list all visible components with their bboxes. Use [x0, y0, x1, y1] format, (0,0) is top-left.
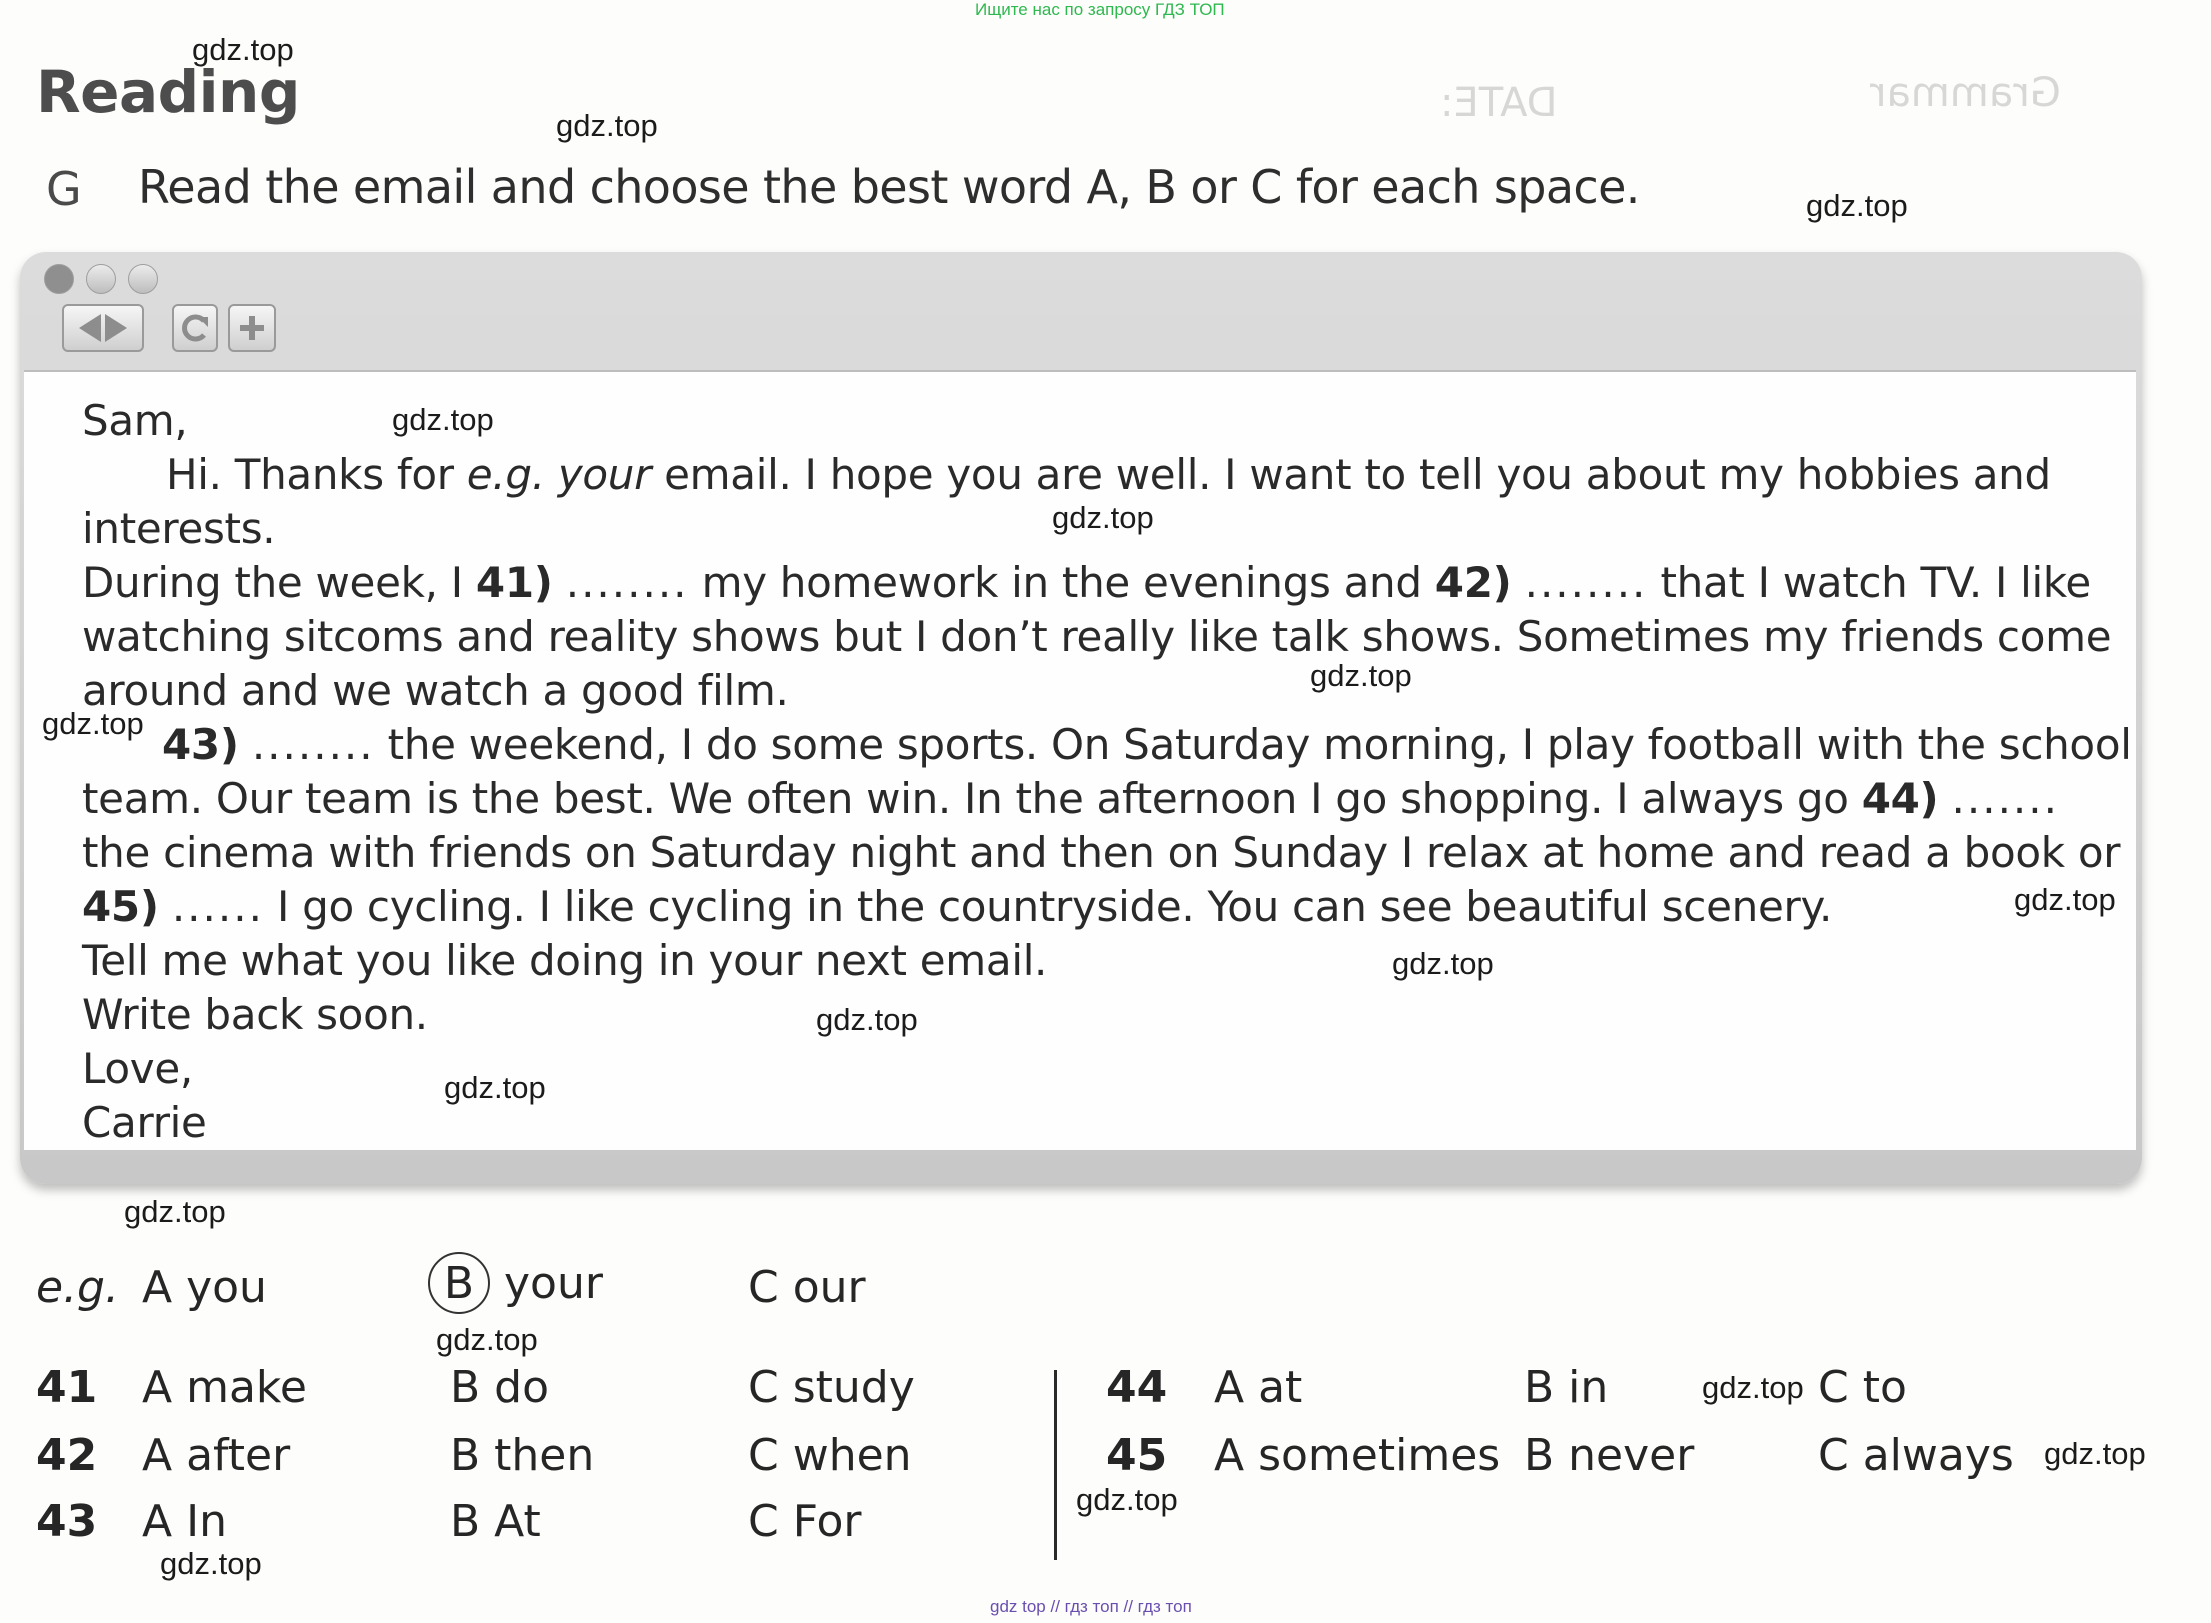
q45-option-c[interactable]: C always — [1818, 1430, 2014, 1481]
email-line-11: Write back soon. — [82, 990, 428, 1039]
q41-option-b[interactable]: B do — [450, 1362, 550, 1413]
top-banner[interactable]: Ищите нас по запросу ГДЗ ТОП — [975, 0, 1225, 19]
new-tab-button[interactable] — [228, 304, 276, 352]
email-line-10: Tell me what you like doing in your next email. — [82, 936, 1048, 985]
gap-45-number: 45) — [82, 882, 159, 931]
watermark: gdz.top — [1310, 658, 1412, 693]
q43-option-c[interactable]: C For — [748, 1496, 862, 1547]
eg-marker: e.g. — [466, 450, 545, 499]
back-forward-buttons[interactable] — [62, 304, 144, 352]
email-line-5: around and we watch a good film. — [82, 666, 789, 715]
watermark: gdz.top — [1806, 188, 1908, 223]
eg-answer: your — [557, 450, 652, 499]
q42-number: 42 — [36, 1430, 98, 1481]
footer-links[interactable]: gdz top // гдз топ // гдз топ — [990, 1597, 1192, 1616]
window-minimize-dot-icon[interactable] — [86, 264, 116, 294]
gap-43-number: 43) — [162, 720, 239, 769]
circled-b: B — [428, 1252, 490, 1314]
gap-44[interactable]: ....... — [1951, 774, 2059, 823]
watermark: gdz.top — [444, 1070, 546, 1105]
watermark: gdz.top — [2014, 882, 2116, 917]
watermark: gdz.top — [124, 1194, 226, 1229]
q44-option-b[interactable]: B in — [1524, 1362, 1609, 1413]
email-signature: Carrie — [82, 1098, 207, 1147]
gap-42-number: 42) — [1434, 558, 1512, 607]
email-line-9 — [82, 882, 1832, 931]
gap-42[interactable]: ........ — [1524, 558, 1648, 607]
text: that I watch TV. I like — [1647, 558, 2091, 607]
column-divider — [1054, 1370, 1057, 1560]
text: I go cycling. I like cycling in the countryside. You can see beautiful scenery. — [263, 882, 1833, 931]
browser-window — [20, 252, 2142, 1184]
text: my homework in the evenings and — [688, 558, 1435, 607]
forward-arrow-icon[interactable] — [105, 314, 127, 342]
gap-41-number: 41) — [475, 558, 553, 607]
email-line-3 — [82, 558, 2091, 607]
q44-option-c[interactable]: C to — [1818, 1362, 1907, 1413]
text: team. Our team is the best. We often win. In the afternoon I go shopping. I always go — [82, 774, 1862, 823]
window-zoom-dot-icon[interactable] — [128, 264, 158, 294]
task-instruction: Read the email and choose the best word A, B or C for each space. — [138, 160, 1640, 214]
gap-45[interactable]: ...... — [171, 882, 264, 931]
q43-option-b[interactable]: B At — [450, 1496, 541, 1547]
watermark: gdz.top — [1052, 500, 1154, 535]
email-line-2: interests. — [82, 504, 276, 553]
q45-option-b[interactable]: B never — [1524, 1430, 1695, 1481]
reload-icon — [180, 313, 210, 343]
watermark: gdz.top — [192, 32, 294, 67]
section-title: Reading — [36, 58, 300, 126]
email-line-7 — [82, 774, 2059, 823]
q43-number: 43 — [36, 1496, 98, 1547]
task-letter: G — [46, 162, 82, 216]
plus-icon — [237, 313, 267, 343]
eg-option-a[interactable]: A you — [142, 1262, 267, 1313]
email-line-12: Love, — [82, 1044, 193, 1093]
bleed-through: DATE: — [1440, 80, 1558, 126]
q42-option-c[interactable]: C when — [748, 1430, 912, 1481]
q45-option-a[interactable]: A sometimes — [1214, 1430, 1501, 1481]
eg-option-b[interactable] — [428, 1252, 603, 1314]
text: Hi. Thanks for — [166, 450, 467, 499]
text: During the week, I — [82, 558, 476, 607]
window-close-dot-icon[interactable] — [44, 264, 74, 294]
reload-button[interactable] — [172, 304, 218, 352]
eg-label: e.g. — [36, 1262, 119, 1313]
watermark: gdz.top — [42, 706, 144, 741]
gap-41[interactable]: ........ — [565, 558, 689, 607]
text: email. I hope you are well. I want to tell you about my hobbies and — [651, 450, 2051, 499]
q42-option-a[interactable]: A after — [142, 1430, 291, 1481]
watermark: gdz.top — [392, 402, 494, 437]
back-arrow-icon[interactable] — [79, 314, 101, 342]
email-greeting: Sam, — [82, 396, 188, 445]
gap-44-number: 44) — [1861, 774, 1939, 823]
eg-option-b-text: your — [504, 1258, 603, 1309]
email-line-8: the cinema with friends on Saturday night and then on Sunday I relax at home and read a book or — [82, 828, 2121, 877]
email-line-4: watching sitcoms and reality shows but I don’t really like talk shows. Sometimes my friends come — [82, 612, 2112, 661]
email-content — [24, 370, 2136, 1150]
watermark: gdz.top — [1392, 946, 1494, 981]
q45-number: 45 — [1106, 1430, 1168, 1481]
watermark: gdz.top — [160, 1546, 262, 1581]
watermark: gdz.top — [816, 1002, 918, 1037]
watermark: gdz.top — [556, 108, 658, 143]
watermark: gdz.top — [1702, 1370, 1804, 1405]
gap-43[interactable]: ........ — [251, 720, 375, 769]
watermark: gdz.top — [436, 1322, 538, 1357]
watermark: gdz.top — [1076, 1482, 1178, 1517]
q44-number: 44 — [1106, 1362, 1168, 1413]
text: the weekend, I do some sports. On Saturday morning, I play football with the school — [374, 720, 2132, 769]
email-line-1 — [166, 450, 2051, 499]
bleed-through: Grammar — [1870, 70, 2061, 116]
q41-option-c[interactable]: C study — [748, 1362, 915, 1413]
watermark: gdz.top — [2044, 1436, 2146, 1471]
q41-option-a[interactable]: A make — [142, 1362, 307, 1413]
q42-option-b[interactable]: B then — [450, 1430, 595, 1481]
q43-option-a[interactable]: A In — [142, 1496, 227, 1547]
q44-option-a[interactable]: A at — [1214, 1362, 1303, 1413]
eg-option-c[interactable]: C our — [748, 1262, 866, 1313]
q41-number: 41 — [36, 1362, 98, 1413]
email-line-6 — [162, 720, 2132, 769]
